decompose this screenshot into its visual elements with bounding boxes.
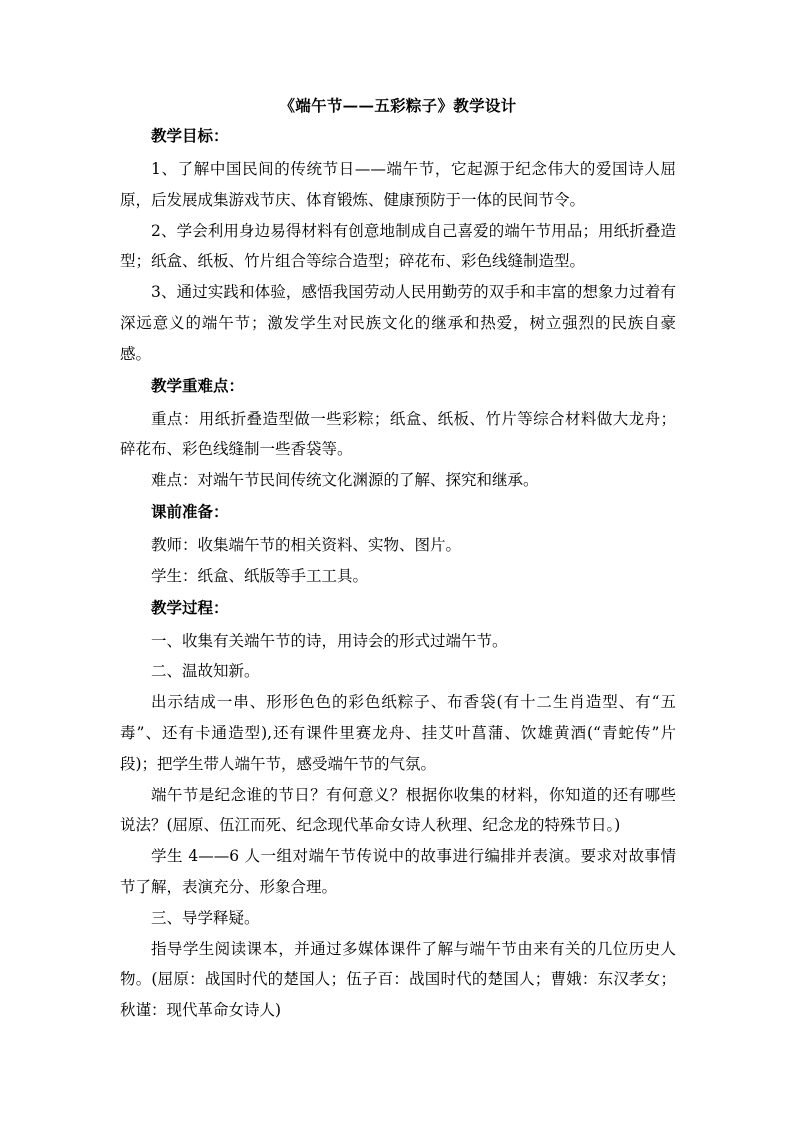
process-step-2-paragraph-1: 出示结成一串、形形色色的彩色纸粽子、布香袋(有十二生肖造型、有“五毒”、还有卡通造型),还有课件里赛龙舟、挂艾叶菖蒲、饮雄黄酒(“青蛇传”片段)；把学生带人端午节，感受端午节的气氛。 bbox=[120, 693, 676, 773]
objective-item-1: 1、了解中国民间的传统节日——端午节，它起源于纪念伟大的爱国诗人屈原，后发展成集游戏节庆、体育锻炼、健康预防于一体的民间节令。 bbox=[120, 160, 676, 209]
process-heading: 教学过程： bbox=[151, 597, 229, 617]
process-step-1: 一、收集有关端午节的诗，用诗会的形式过端午节。 bbox=[151, 631, 508, 650]
key-points-heading: 教学重难点： bbox=[151, 375, 245, 395]
objective-item-2: 2、学会利用身边易得材料有创意地制成自己喜爱的端午节用品；用纸折叠造型；纸盒、纸板、竹片组合等综合造型；碎花布、彩色线缝制造型。 bbox=[120, 221, 676, 271]
preparation-student: 学生：纸盒、纸版等手工工具。 bbox=[151, 566, 369, 585]
process-step-2: 二、温故知新。 bbox=[151, 662, 260, 681]
preparation-teacher: 教师：收集端午节的相关资料、实物、图片。 bbox=[151, 535, 462, 554]
objective-item-3: 3、通过实践和体验，感悟我国劳动人民用勤劳的双手和丰富的想象力过着有深远意义的端午节；激发学生对民族文化的继承和热爱，树立强烈的民族自豪感。 bbox=[120, 283, 676, 363]
objectives-heading: 教学目标： bbox=[151, 126, 229, 145]
process-step-3: 三、导学释疑。 bbox=[151, 908, 260, 927]
key-point-focus: 重点：用纸折叠造型做一些彩粽；纸盒、纸板、竹片等综合材料做大龙舟；碎花布、彩色线缝制一些香袋等。 bbox=[120, 409, 676, 459]
preparation-heading: 课前准备： bbox=[151, 501, 229, 521]
key-point-difficulty: 难点：对端午节民间传统文化渊源的了解、探究和继承。 bbox=[151, 471, 539, 490]
document-body bbox=[120, 94, 676, 1026]
process-step-2-paragraph-3: 学生 4——6 人一组对端午节传说中的故事进行编排并表演。要求对故事情节了解，表演充分、形象合理。 bbox=[120, 847, 676, 896]
process-step-2-paragraph-2: 端午节是纪念谁的节日？有何意义？根据你收集的材料，你知道的还有哪些说法？(屈原、伍江而死、纪念现代革命女诗人秋理、纪念龙的特殊节日。) bbox=[120, 785, 676, 835]
document-title: 《端午节——五彩粽子》教学设计 bbox=[279, 96, 517, 115]
process-step-3-paragraph-1: 指导学生阅读课本，并通过多媒体课件了解与端午节由来有关的几位历史人物。(屈原：战国时代的楚国人；伍子百：战国时代的楚国人；曹娥：东汉孝女；秋谨：现代革命女诗人) bbox=[120, 939, 676, 1020]
